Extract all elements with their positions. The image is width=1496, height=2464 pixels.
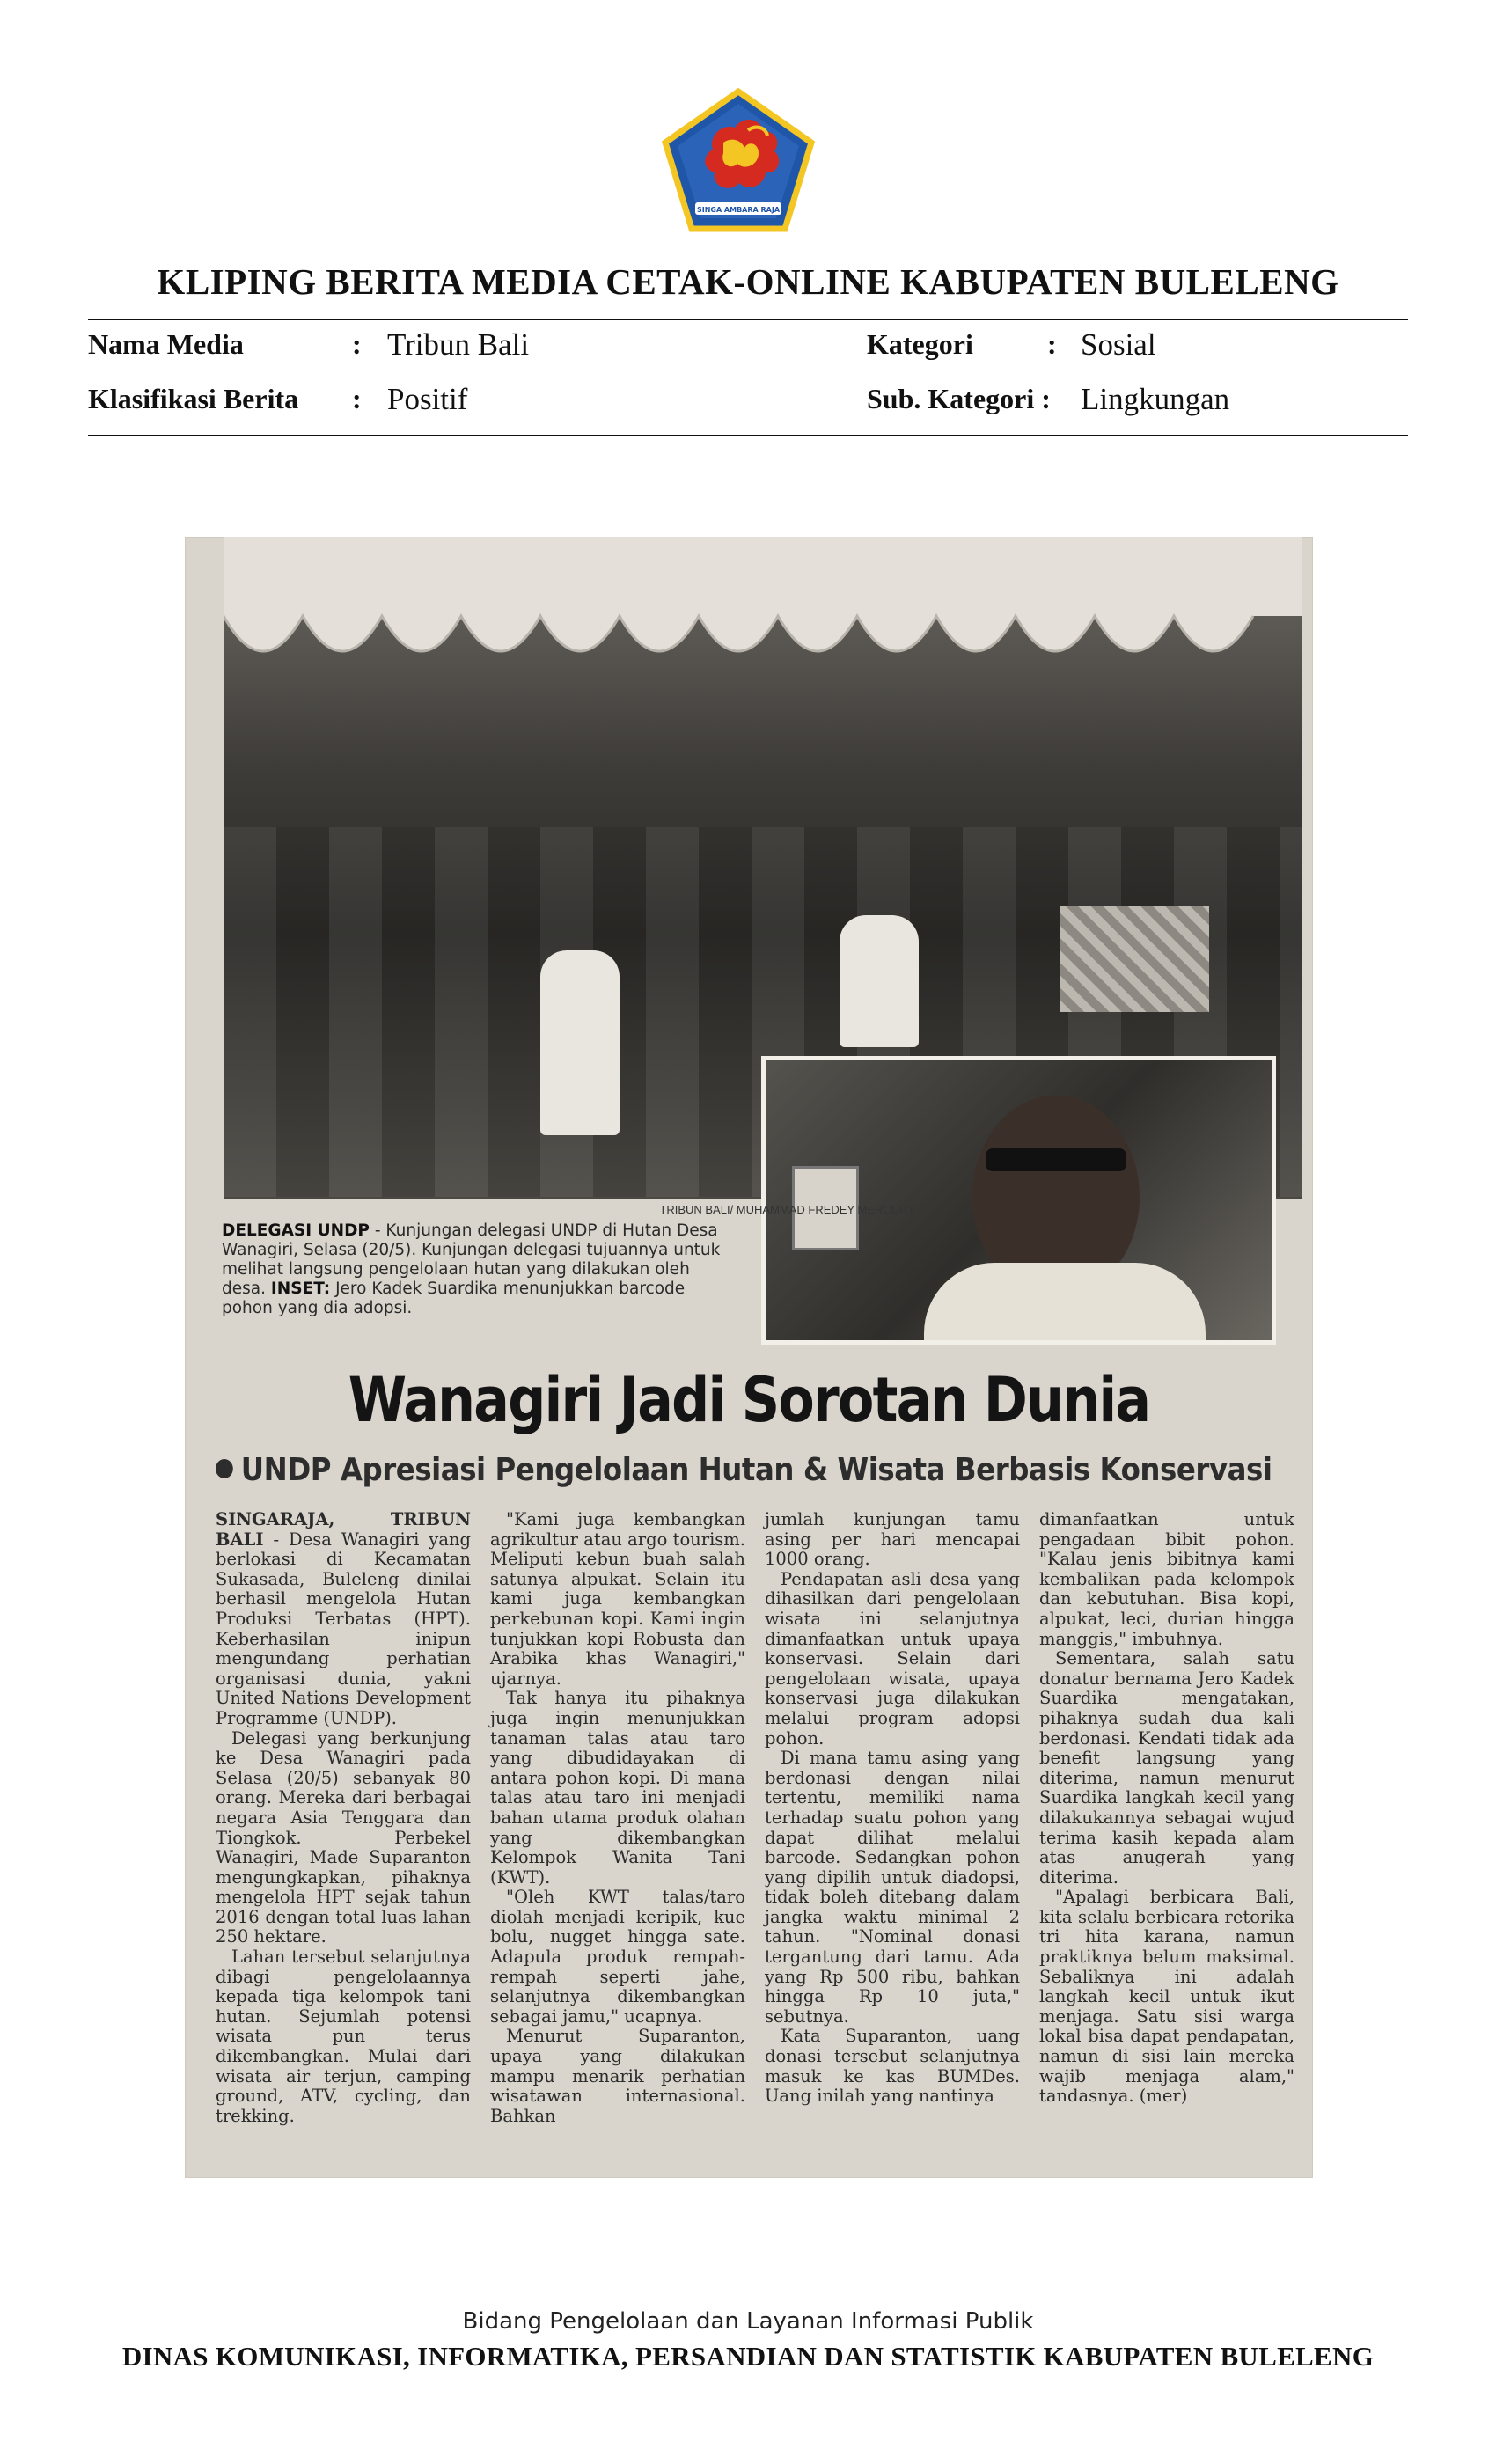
article-paragraph: Di mana tamu asing yang berdonasi dengan nilai tertentu, memiliki nama terhadap suatu pohon yang dapat dilihat melalui barcode. Sedangkan pohon yang dipilih untuk diadopsi, tidak boleh ditebang dalam jangka waktu minimal 2 tahun. "Nominal donasi tergantung dari tamu. Ada yang Rp 500 ribu, bahkan hingga Rp 10 juta," sebutnya. bbox=[765, 1748, 1020, 2027]
kategori-colon: : bbox=[1047, 328, 1057, 360]
caption-lead: DELEGASI UNDP bbox=[222, 1221, 370, 1240]
header-top-divider bbox=[88, 319, 1408, 320]
article-paragraph: Sementara, salah satu donatur bernama Jero Kadek Suardika mengatakan, pihaknya sudah dua kali berdonasi. Kendati tidak ada benefit langsung yang diterima, namun menurut Suardika langkah kecil yang dilakukannya sebagai wujud terima kasih kepada alam atas anugerah yang diterima. bbox=[1039, 1648, 1294, 1888]
article-subheadline bbox=[216, 1452, 1272, 1488]
article-headline: Wanagiri Jadi Sorotan Dunia bbox=[348, 1364, 1150, 1436]
footer-agency: DINAS KOMUNIKASI, INFORMATIKA, PERSANDIAN DAN STATISTIK KABUPATEN BULELENG bbox=[121, 2341, 1375, 2372]
caption-text: - Kunjungan delegasi UNDP di Hutan Desa Wanagiri, Selasa (20/5). Kunjungan delegasi tujuannya untuk melihat langsung pengelolaan hutan yang dilakukan oleh desa. bbox=[222, 1221, 721, 1298]
article-column-3 bbox=[765, 1510, 1020, 2107]
footer-department: Bidang Pengelolaan dan Layanan Informasi Publik bbox=[462, 2308, 1034, 2335]
kategori-value: Sosial bbox=[1081, 327, 1156, 362]
article-paragraph bbox=[216, 1510, 471, 1729]
checkered-table bbox=[1060, 906, 1209, 1012]
nama-media-label: Nama Media bbox=[88, 328, 244, 360]
article-paragraph: dimanfaatkan untuk pengadaan bibit pohon. "Kalau jenis bibitnya kami kembalikan pada kelompok dan kebutuhan. Bisa kopi, alpukat, leci, durian hingga manggis," imbuhnya. bbox=[1039, 1509, 1294, 1649]
klasifikasi-colon: : bbox=[352, 383, 362, 414]
article-paragraph: "Apalagi berbicara Bali, kita selalu berbicara retorika tri hita karana, namun praktiknya belum maksimal. Sebaliknya ini adalah langkah kecil untuk ikut menjaga. Satu sisi warga lokal bisa dapat pendapatan, namun di sisi lain mereka wajib menjaga alam," tandasnya. (mer) bbox=[1039, 1887, 1294, 2107]
article-paragraph: jumlah kunjungan tamu asing per hari mencapai 1000 orang. bbox=[765, 1509, 1020, 1570]
article-paragraph: Pendapatan asli desa yang dihasilkan dari pengelolaan wisata ini selanjutnya dimanfaatkan untuk upaya konservasi. Selain dari pengelolaan wisata, upaya konservasi juga dilakukan melalui program adopsi pohon. bbox=[765, 1568, 1020, 1749]
nama-media-colon: : bbox=[352, 328, 362, 360]
kategori-label: Kategori bbox=[867, 328, 973, 360]
article-column-1 bbox=[216, 1510, 471, 2126]
klasifikasi-label: Klasifikasi Berita bbox=[88, 383, 299, 414]
article-paragraph: "Oleh KWT talas/taro diolah menjadi keripik, kue bolu, nugget hingga sate. Adapula produk rempah-rempah seperti jahe, selanjutnya dikembangkan sebagai jamu," ucapnya. bbox=[490, 1887, 745, 2027]
subkategori-value: Lingkungan bbox=[1081, 382, 1230, 416]
caption-inset-lead: INSET: bbox=[270, 1280, 331, 1298]
article-column-2 bbox=[490, 1510, 745, 2126]
singa-ambara-raja-crest-icon bbox=[660, 88, 817, 236]
article-paragraph: "Kami juga kembangkan agrikultur atau argo tourism. Meliputi kebun buah salah satunya alpukat. Selain itu kami juga kembangkan perkebunan kopi. Kami ingin tunjukkan kopi Robusta dan Arabika khas Wanagiri," ujarnya. bbox=[490, 1509, 745, 1689]
newspaper-clipping bbox=[185, 537, 1313, 2178]
glasses bbox=[986, 1148, 1126, 1171]
nama-media-value: Tribun Bali bbox=[387, 327, 530, 362]
subkategori-label: Sub. Kategori : bbox=[867, 383, 1051, 414]
bullet-icon bbox=[216, 1459, 233, 1478]
article-paragraph: Tak hanya itu pihaknya juga ingin menunjukkan tanaman talas atau taro yang dibudidayakan di antara pohon kopi. Di mana talas atau taro ini menjadi bahan utama produk olahan yang dikembangkan Kelompok Wanita Tani (KWT). bbox=[490, 1688, 745, 1888]
article-paragraph: Kata Suparanton, uang donasi tersebut selanjutnya masuk ke kas BUMDes. Uang inilah yang nantinya bbox=[765, 2026, 1020, 2107]
dateline: SINGARAJA, TRIBUN BALI bbox=[216, 1509, 471, 1550]
article-paragraph: Delegasi yang berkunjung ke Desa Wanagiri pada Selasa (20/5) sebanyak 80 orang. Mereka dari berbagai negara Asia Tenggara dan Tiongkok. Perbekel Wanagiri, Made Suparanton mengungkapkan, pihaknya mengelola HPT sejak tahun 2016 dengan total luas lahan 250 hektare. bbox=[216, 1727, 471, 1947]
klasifikasi-value: Positif bbox=[387, 382, 468, 416]
page-title: KLIPING BERITA MEDIA CETAK-ONLINE KABUPATEN BULELENG bbox=[157, 261, 1339, 302]
article-paragraph: Lahan tersebut selanjutnya dibagi pengelolaannya kepada tiga kelompok tani hutan. Sejumlah potensi wisata pun terus dikembangkan. Mulai dari wisata air terjun, camping ground, ATV, cycling, dan trekking. bbox=[216, 1947, 471, 2126]
tent-canopy bbox=[224, 537, 1302, 722]
chair-cover bbox=[840, 915, 919, 1047]
caption-inset-text: Jero Kadek Suardika menunjukkan barcode pohon yang dia adopsi. bbox=[222, 1280, 686, 1317]
article-paragraph: Menurut Suparanton, upaya yang dilakukan mampu menarik perhatian wisatawan internasional. Bahkan bbox=[490, 2026, 745, 2126]
paragraph-text: - Desa Wanagiri yang berlokasi di Kecamatan Sukasada, Buleleng dinilai berhasil mengelola Hutan Produksi Terbatas (HPT). Keberhasilan inipun mengundang perhatian organisasi dunia, yakni United Nations Development Programme (UNDP). bbox=[216, 1529, 471, 1728]
subheadline-text: UNDP Apresiasi Pengelolaan Hutan & Wisata Berbasis Konservasi bbox=[240, 1452, 1272, 1488]
photo-caption bbox=[222, 1221, 732, 1318]
photo-credit: TRIBUN BALI/ MUHAMMAD FREDEY MERCURY bbox=[659, 1203, 915, 1216]
article-body bbox=[216, 1510, 1298, 2170]
header-bottom-divider bbox=[88, 435, 1408, 436]
shirt bbox=[924, 1263, 1206, 1345]
crest-motto: SINGA AMBARA RAJA bbox=[696, 206, 781, 214]
article-column-4 bbox=[1039, 1510, 1294, 2107]
chair-cover bbox=[540, 950, 620, 1135]
inset-photo bbox=[761, 1056, 1276, 1345]
